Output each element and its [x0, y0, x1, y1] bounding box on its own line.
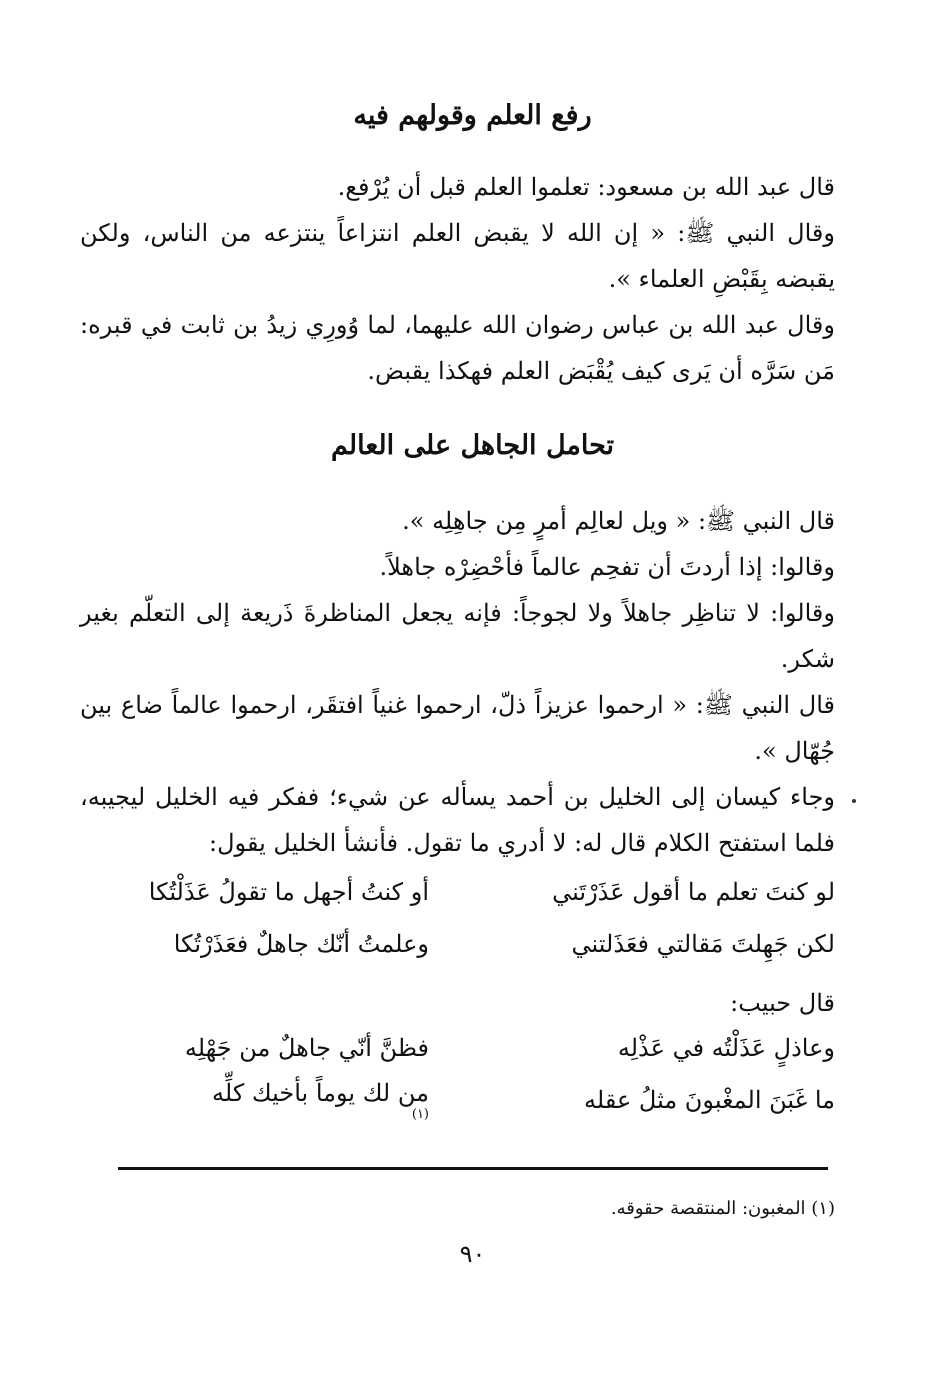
- page-number: ٩٠: [459, 1240, 486, 1268]
- paragraph-ibn-abbas: وقال عبد الله بن عباس رضوان الله عليهما، لما وُورِي زيدُ بن ثابت في قبره: مَن سَرَّه أن يَرى كيف يُقْبَض العلم فهكذا يقبض.: [80, 311, 835, 385]
- poem-khalil: [110, 866, 835, 970]
- hemistich-second: فظنَّ أنّي جاهلٌ من جَهْلِه: [184, 1034, 429, 1062]
- hemistich-text: ما غَبَنَ المغْبونَ مثلُ عقله: [584, 1086, 835, 1114]
- poem-habib: [110, 1022, 835, 1126]
- poem-verse: [110, 1022, 835, 1074]
- hemistich-second: أو كنتُ أجهل ما تقولُ عَذَلْتُكا: [148, 878, 429, 906]
- poem-intro-habib: قال حبيب:: [730, 989, 835, 1017]
- paragraph-silence-scholar: وقالوا: إذا أردتَ أن تفحِم عالماً فأحْضِرْه جاهلاً.: [379, 553, 835, 581]
- hemistich-first: [458, 1086, 835, 1114]
- paragraph-woe-to-scholar: قال النبي ﷺ: « ويل لعالِم أمرٍ مِن جاهِلِه ».: [402, 507, 835, 535]
- paragraph-ibn-masud: قال عبد الله بن مسعود: تعلموا العلم قبل أن يُرْفع.: [337, 173, 835, 201]
- footnote: (١) المغبون: المنتقصة حقوقه.: [610, 1198, 835, 1219]
- margin-dot: [852, 799, 856, 803]
- paragraph-kaysan-khalil: وجاء كيسان إلى الخليل بن أحمد يسأله عن شيء؛ ففكر فيه الخليل ليجيبه، فلما استفتح الكلام قال له: لا أدري ما تقول. فأنشأ الخليل يقول:: [80, 783, 835, 857]
- footnote-separator: [118, 1167, 828, 1170]
- paragraph-have-mercy: قال النبي ﷺ: « ارحموا عزيزاً ذلّ، ارحموا غنياً افتقَر، ارحموا عالماً ضاع بين جُهّال ».: [80, 691, 835, 765]
- hemistich-second: [110, 1079, 429, 1122]
- paragraph-dont-debate: وقالوا: لا تناظِر جاهلاً ولا لجوجاً: فإنه يجعل المناظرةَ ذَريعة إلى التعلّم بغير شكر.: [80, 599, 835, 673]
- hemistich-first: وعاذلٍ عَذَلْتُه في عَذْلِه: [617, 1034, 835, 1062]
- poem-verse: [110, 1074, 835, 1126]
- poem-verse: [110, 866, 835, 918]
- paragraph-prophet-hadith-knowledge: وقال النبي ﷺ: « إن الله لا يقبض العلم انتزاعاً ينتزعه من الناس، ولكن يقبضه بِقَبْضِ العلماء ».: [80, 219, 835, 293]
- hemistich-text: من لك يوماً بأخيك كلِّه: [212, 1078, 429, 1107]
- footnote-marker: (١): [411, 1106, 429, 1122]
- hemistich-first: لكن جَهِلتَ مَقالتي فعَذَلتني: [571, 930, 835, 958]
- poem-verse: [110, 918, 835, 970]
- section-title-ignorant-vs-scholar: تحامل الجاهل على العالم: [330, 430, 615, 461]
- hemistich-first: لو كنتَ تعلم ما أقول عَذَرْتَني: [552, 878, 835, 906]
- hemistich-second: وعلمتُ أنّك جاهلٌ فعَذَرْتُكا: [173, 930, 429, 958]
- section-title-raising-knowledge: رفع العلم وقولهم فيه: [353, 100, 592, 131]
